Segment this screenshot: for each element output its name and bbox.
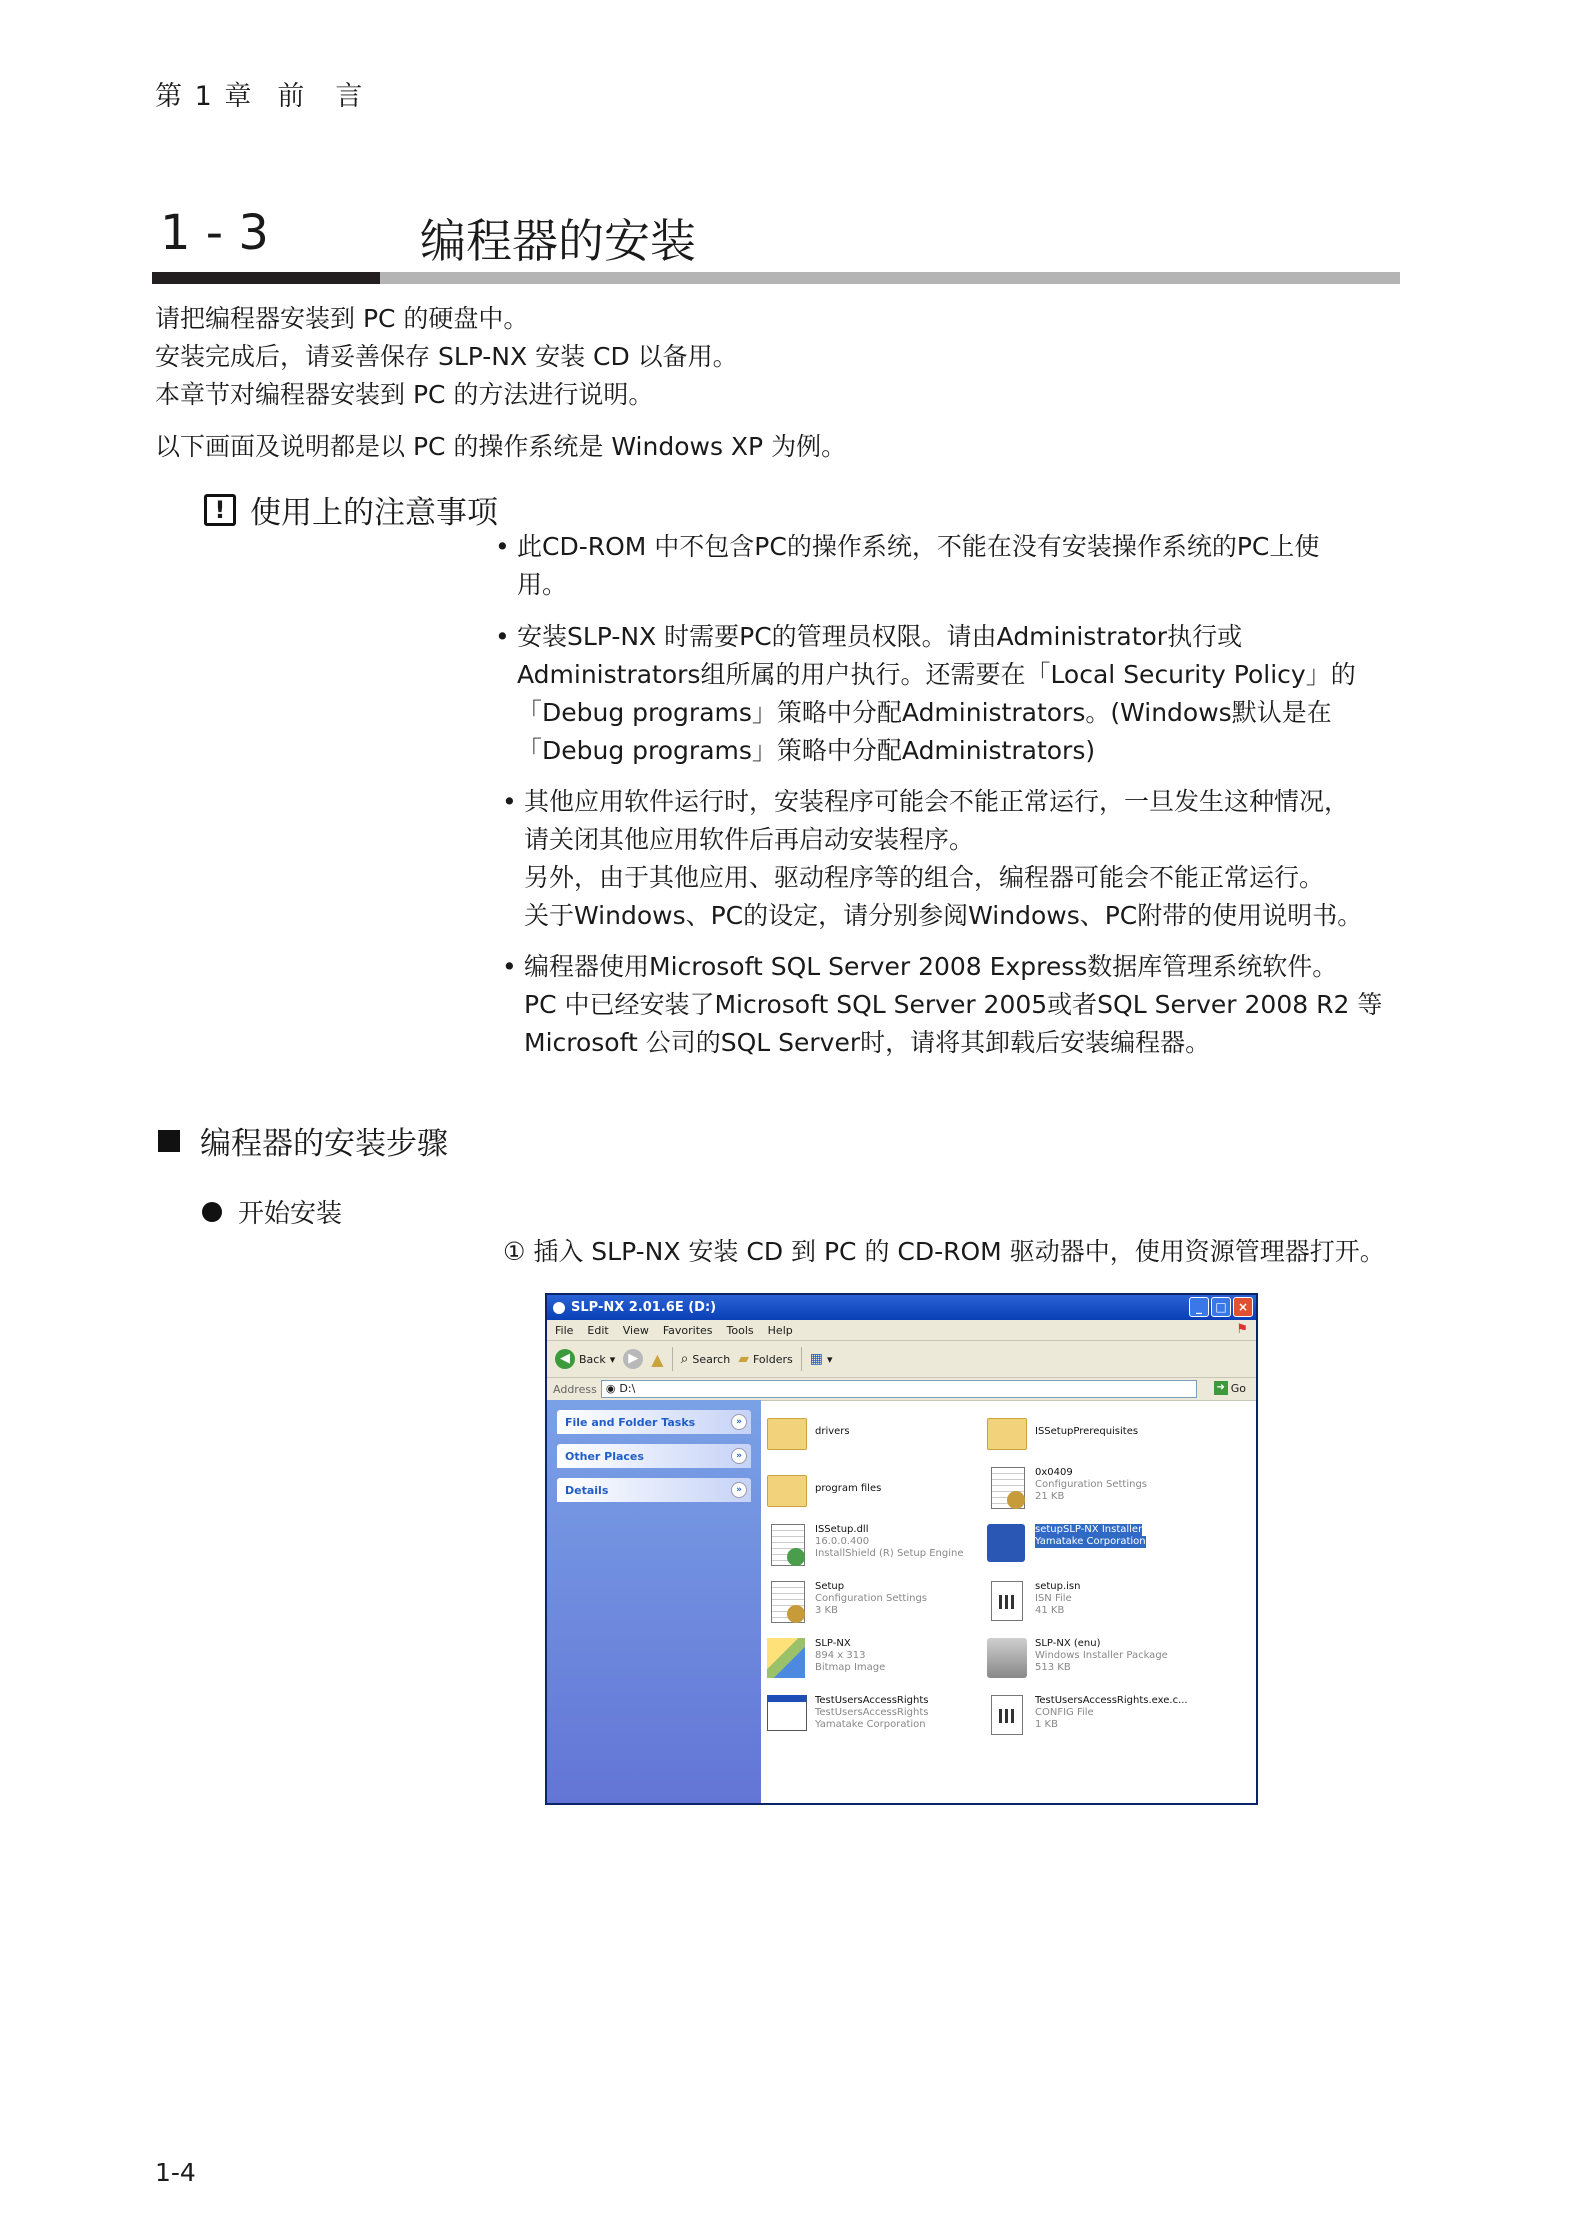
folder-icon: [987, 1410, 1027, 1454]
up-folder-button[interactable]: [651, 1350, 663, 1369]
msi-package-icon: [987, 1638, 1027, 1682]
folder-icon: [767, 1410, 807, 1454]
menu-view[interactable]: View: [622, 1323, 649, 1337]
notes-heading: [204, 487, 498, 532]
close-button[interactable]: ×: [1233, 1297, 1253, 1317]
task-other-places[interactable]: [557, 1444, 751, 1468]
file-name: program files: [815, 1483, 882, 1494]
bullet-text: 请关闭其他应用软件后再启动安装程序。: [524, 825, 975, 854]
file-item[interactable]: [767, 1695, 977, 1747]
file-text: [815, 1524, 964, 1560]
file-text: [815, 1483, 881, 1495]
dropdown-arrow-icon: ▾: [826, 1352, 833, 1366]
bullet-text: 「Debug programs」策略中分配Administrators。(Windows默认是在: [517, 698, 1332, 727]
go-button[interactable]: [1214, 1381, 1246, 1395]
file-detail: 21 KB: [1035, 1491, 1065, 1502]
file-detail: Windows Installer Package: [1035, 1650, 1168, 1661]
file-list: [761, 1400, 1256, 1803]
file-detail: Yamatake Corporation: [1035, 1536, 1146, 1547]
bullet-text: 其他应用软件运行时，安装程序可能会不能正常运行，一旦发生这种情况，: [524, 787, 1350, 816]
file-text: [1035, 1638, 1168, 1674]
file-item[interactable]: [987, 1410, 1197, 1462]
file-item[interactable]: [767, 1410, 977, 1462]
note-bullet: • 安装SLP-NX 时需要PC的管理员权限。请由Administrator执行或 Administrators组所属的用户执行。还需要在「Local Security Policy」的 「Debug programs」策略中分配Administrators。(Windows默认是在 「Debug programs」策略中分配Administrators): [495, 618, 1400, 770]
file-item[interactable]: [767, 1638, 977, 1690]
address-label: Address: [553, 1382, 597, 1396]
note-bullet: • 编程器使用Microsoft SQL Server 2008 Express数据库管理系统软件。 PC 中已经安装了Microsoft SQL Server 2005或者SQL Server 2008 R2 等 Microsoft 公司的SQL Server时，请将其卸载后安装编程器。: [502, 948, 1407, 1062]
views-icon: ▦: [809, 1351, 823, 1367]
window-titlebar[interactable]: [547, 1295, 1256, 1320]
section-number: 1 - 3: [160, 205, 269, 261]
maximize-button[interactable]: □: [1211, 1297, 1231, 1317]
start-heading: [202, 1193, 342, 1230]
file-name: TestUsersAccessRights.exe.c...: [1035, 1695, 1188, 1706]
cd-drive-icon: [553, 1302, 565, 1314]
search-button[interactable]: [681, 1351, 731, 1367]
back-arrow-icon: ◀: [555, 1349, 575, 1369]
steps-heading: [158, 1118, 448, 1163]
menu-favorites[interactable]: Favorites: [662, 1323, 713, 1337]
search-label: Search: [692, 1352, 731, 1366]
menu-edit[interactable]: Edit: [587, 1323, 609, 1337]
section-title: 编程器的安装: [420, 214, 696, 268]
bullet-text: 安装SLP-NX 时需要PC的管理员权限。请由Administrator执行或: [517, 622, 1243, 651]
file-detail: InstallShield (R) Setup Engine: [815, 1548, 964, 1559]
bullet-text: 「Debug programs」策略中分配Administrators): [517, 736, 1096, 765]
back-label: Back: [579, 1352, 606, 1366]
go-arrow-icon: ➜: [1214, 1381, 1228, 1395]
file-item[interactable]: [767, 1524, 977, 1576]
folder-icon: [767, 1467, 807, 1511]
file-text: [815, 1695, 928, 1731]
intro-example: 以下画面及说明都是以 PC 的操作系统是 Windows XP 为例。: [155, 432, 847, 461]
window-title: SLP-NX 2.01.6E (D:): [571, 1300, 717, 1315]
page-number: 1-4: [155, 2158, 196, 2187]
config-grid-icon: [987, 1695, 1027, 1739]
file-name: 0x0409: [1035, 1467, 1073, 1478]
app-window-icon: [767, 1695, 807, 1739]
file-text: [1035, 1695, 1188, 1731]
go-label: Go: [1230, 1381, 1246, 1395]
file-name: drivers: [815, 1426, 850, 1437]
file-name: setup: [1035, 1524, 1063, 1535]
folders-button[interactable]: [738, 1351, 793, 1367]
file-detail: Yamatake Corporation: [815, 1719, 926, 1730]
task-label: File and Folder Tasks: [565, 1415, 696, 1429]
address-value: D:\: [619, 1382, 636, 1395]
chapter-header: [155, 74, 364, 113]
file-detail: 1 KB: [1035, 1719, 1058, 1730]
note-bullet: • 其他应用软件运行时，安装程序可能会不能正常运行，一旦发生这种情况， 请关闭其他应用软件后再启动安装程序。 另外，由于其他应用、驱动程序等的组合，编程器可能会不能正常运行。 关于Windows、PC的设定，请分别参阅Windows、PC附带的使用说明书。: [502, 783, 1407, 935]
file-detail: 16.0.0.400: [815, 1536, 870, 1547]
steps-heading-text: 编程器的安装步骤: [200, 1126, 448, 1162]
search-icon: ⌕: [680, 1351, 689, 1367]
file-text: [815, 1581, 927, 1617]
file-detail: Configuration Settings: [815, 1593, 928, 1604]
file-detail: CONFIG File: [1035, 1707, 1094, 1718]
bitmap-icon: [767, 1638, 807, 1682]
forward-button[interactable]: ▶: [623, 1349, 643, 1369]
file-item[interactable]: [987, 1695, 1197, 1747]
warning-icon: !: [204, 494, 236, 526]
toolbar-separator: [801, 1347, 802, 1371]
address-input[interactable]: [601, 1380, 1197, 1398]
back-button[interactable]: [555, 1349, 615, 1369]
drive-icon: ◉: [605, 1382, 616, 1395]
config-file-icon: [767, 1581, 807, 1625]
file-name: setup.isn: [1035, 1581, 1081, 1592]
step-1-text: ① 插入 SLP-NX 安装 CD 到 PC 的 CD-ROM 驱动器中，使用资源管理器打开。: [503, 1237, 1385, 1266]
title-rule-dark: [152, 272, 380, 284]
installer-icon: [987, 1524, 1027, 1568]
bullet-text: 另外，由于其他应用、驱动程序等的组合，编程器可能会不能正常运行。: [524, 863, 1325, 892]
bullet-text: 用。: [517, 570, 568, 599]
up-folder-icon: ▲: [651, 1349, 664, 1369]
file-text: [1035, 1467, 1147, 1503]
file-detail: 513 KB: [1035, 1662, 1071, 1673]
minimize-button[interactable]: _: [1189, 1297, 1209, 1317]
bullet-text: PC 中已经安装了Microsoft SQL Server 2005或者SQL Server 2008 R2 等: [524, 990, 1383, 1019]
intro-line: 本章节对编程器安装到 PC 的方法进行说明。: [155, 380, 654, 409]
intro-paragraph: [155, 300, 738, 414]
folders-icon: ▰: [738, 1351, 749, 1367]
bullet-text: Administrators组所属的用户执行。还需要在「Local Security Policy」的: [517, 660, 1356, 689]
file-detail: TestUsersAccessRights: [815, 1707, 929, 1718]
file-name: SLP-NX (enu): [1035, 1638, 1101, 1649]
intro-line: 请把编程器安装到 PC 的硬盘中。: [155, 304, 529, 333]
dropdown-arrow-icon: ▾: [609, 1352, 616, 1366]
bullet-text: 此CD-ROM 中不包含PC的操作系统，不能在没有安装操作系统的PC上使: [517, 532, 1320, 561]
file-item[interactable]: [987, 1524, 1197, 1576]
task-label: Other Places: [565, 1449, 644, 1463]
file-detail: 3 KB: [815, 1605, 838, 1616]
file-detail: SLP-NX Installer: [1062, 1524, 1143, 1535]
intro-line: 安装完成后，请妥善保存 SLP-NX 安装 CD 以备用。: [155, 342, 738, 371]
notes-title: 使用上的注意事项: [250, 495, 498, 531]
file-item[interactable]: [767, 1467, 977, 1519]
chapter-label: 第 1 章: [155, 81, 254, 112]
toolbar-separator: [672, 1347, 673, 1371]
menu-tools[interactable]: Tools: [726, 1323, 754, 1337]
chevron-down-icon[interactable]: »: [731, 1448, 747, 1464]
file-name: TestUsersAccessRights: [815, 1695, 929, 1706]
config-file-icon: [987, 1467, 1027, 1511]
dll-icon: [767, 1524, 807, 1568]
file-detail: Configuration Settings: [1035, 1479, 1148, 1490]
file-item[interactable]: [987, 1581, 1197, 1633]
bullet-text: 关于Windows、PC的设定，请分别参阅Windows、PC附带的使用说明书。: [524, 901, 1363, 930]
menu-bar: [547, 1320, 1256, 1341]
task-file-and-folder[interactable]: [557, 1410, 751, 1434]
task-details[interactable]: [557, 1478, 751, 1502]
file-detail: Bitmap Image: [815, 1662, 886, 1673]
file-item[interactable]: [767, 1581, 977, 1633]
explorer-window: [545, 1293, 1258, 1805]
bullet-text: Microsoft 公司的SQL Server时，请将其卸载后安装编程器。: [524, 1028, 1211, 1057]
chevron-down-icon[interactable]: »: [731, 1482, 747, 1498]
file-item[interactable]: [987, 1638, 1197, 1690]
file-text: [1035, 1524, 1197, 1548]
address-bar: [547, 1378, 1256, 1401]
square-bullet-icon: [158, 1130, 180, 1152]
file-name: SLP-NX: [815, 1638, 851, 1649]
folders-label: Folders: [752, 1352, 793, 1366]
menu-help[interactable]: Help: [767, 1323, 793, 1337]
file-name: Setup: [815, 1581, 845, 1592]
file-detail: ISN File: [1035, 1593, 1072, 1604]
file-text: [1035, 1426, 1138, 1438]
windows-flag-icon: ⚑: [1236, 1322, 1248, 1337]
file-text: [815, 1426, 850, 1438]
chevron-down-icon[interactable]: »: [731, 1414, 747, 1430]
title-rule-grey: [380, 272, 1400, 284]
isn-file-icon: [987, 1581, 1027, 1625]
file-item[interactable]: [987, 1467, 1197, 1519]
circle-bullet-icon: [202, 1202, 222, 1222]
explorer-content: [547, 1400, 1256, 1803]
file-text: [815, 1638, 885, 1674]
note-bullet: • 此CD-ROM 中不包含PC的操作系统，不能在没有安装操作系统的PC上使 用。: [495, 528, 1400, 604]
task-label: Details: [565, 1483, 609, 1497]
file-name: ISSetupPrerequisites: [1035, 1426, 1139, 1437]
file-detail: 894 x 313: [815, 1650, 866, 1661]
chapter-title: 前 言: [277, 81, 365, 112]
file-text: [1035, 1581, 1080, 1617]
views-button[interactable]: [810, 1351, 833, 1367]
file-detail: 41 KB: [1035, 1605, 1065, 1616]
task-pane: [547, 1400, 761, 1803]
start-heading-text: 开始安装: [238, 1199, 343, 1229]
bullet-text: 编程器使用Microsoft SQL Server 2008 Express数据库管理系统软件。: [524, 952, 1338, 981]
file-name: ISSetup.dll: [815, 1524, 869, 1535]
menu-file[interactable]: File: [555, 1323, 574, 1337]
toolbar: [547, 1341, 1256, 1378]
